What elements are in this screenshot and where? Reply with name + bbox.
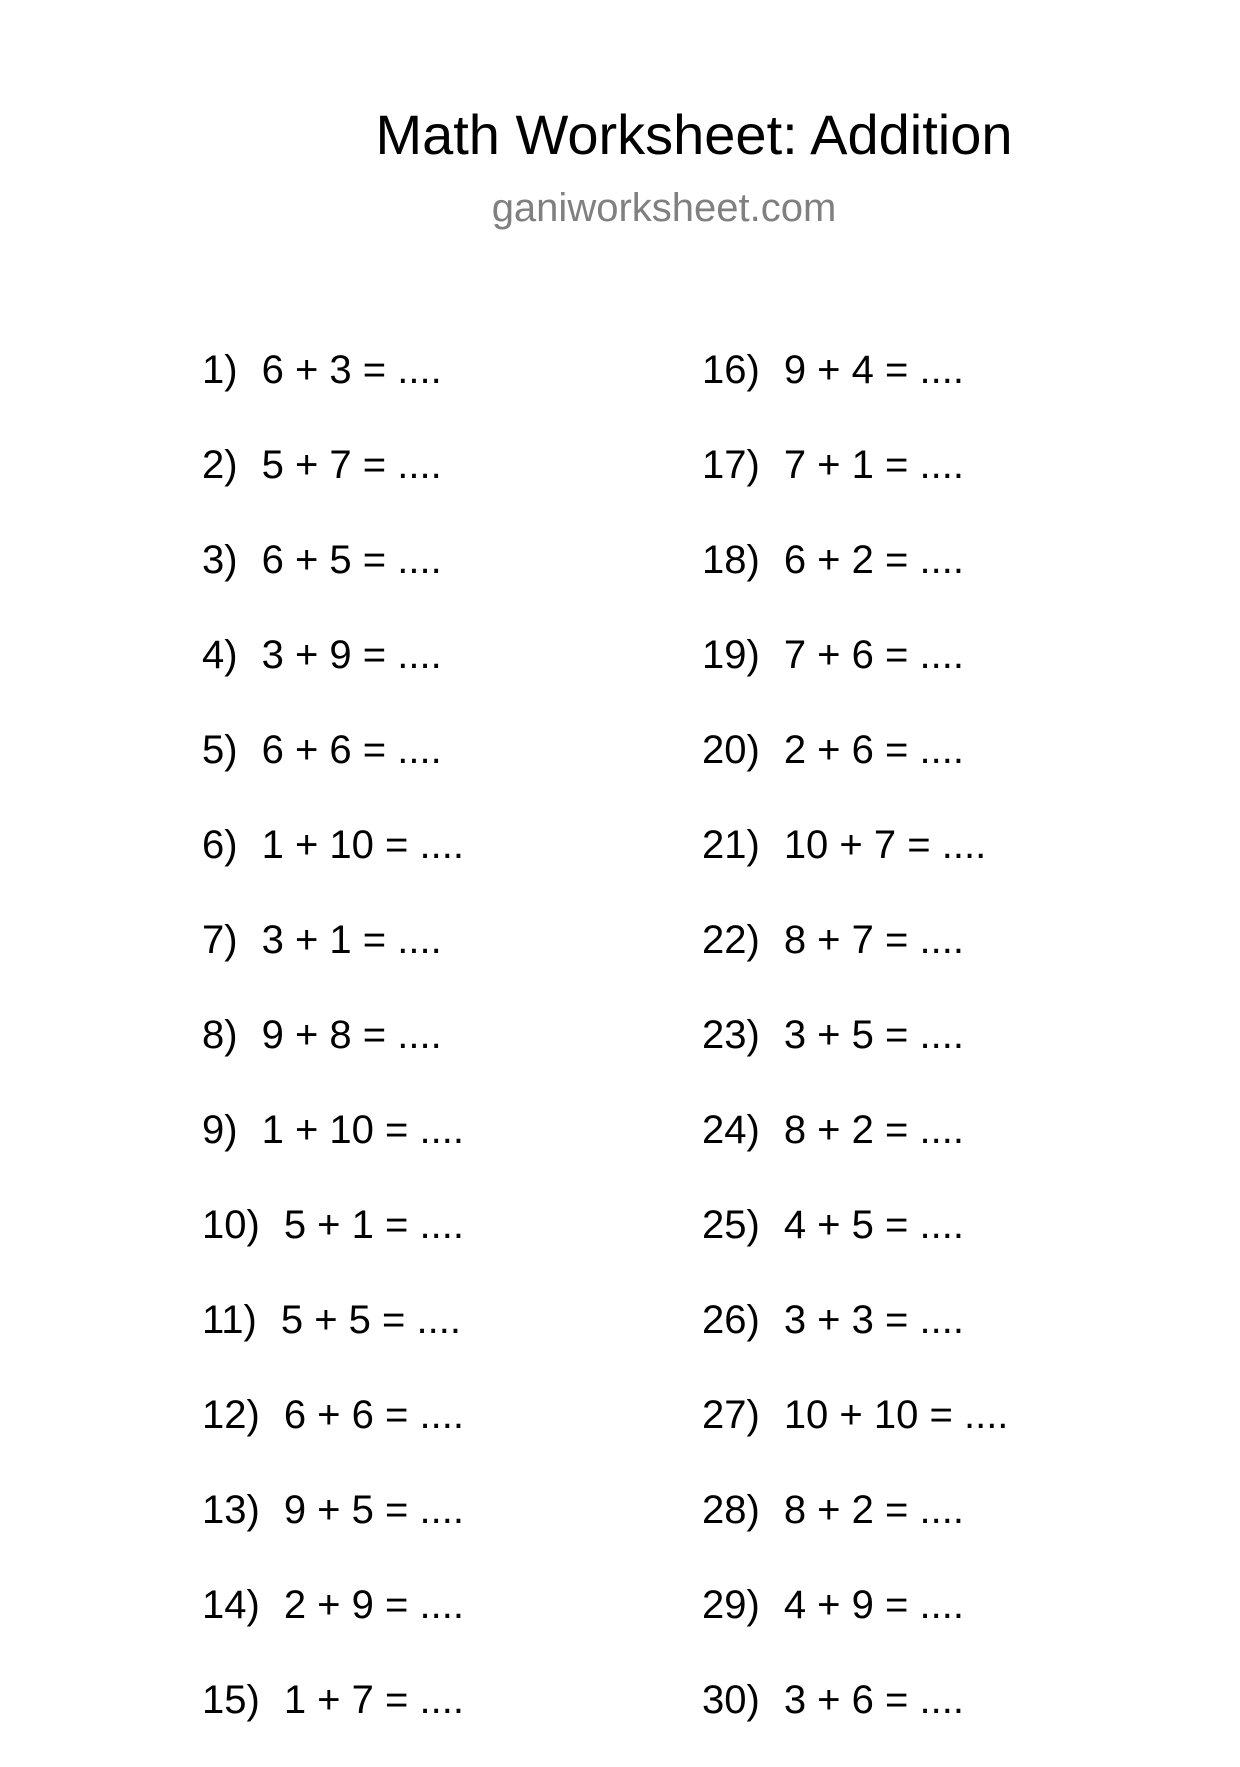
- problem-expression: 8 + 2 = ....: [783, 1488, 964, 1532]
- problem-number: 13): [202, 1488, 260, 1532]
- problem-number: 27): [702, 1393, 760, 1437]
- problem-expression: 10 + 7 = ....: [783, 823, 987, 867]
- problem-expression: 2 + 6 = ....: [783, 728, 964, 772]
- problem-item: [702, 1007, 1008, 1102]
- problem-expression: 6 + 2 = ....: [783, 538, 964, 582]
- problem-number: 10): [202, 1203, 260, 1247]
- problem-item: [202, 1387, 464, 1482]
- problem-item: [202, 1007, 464, 1102]
- problem-item: [202, 912, 464, 1007]
- problem-expression: 3 + 1 = ....: [261, 918, 442, 962]
- problem-number: 23): [702, 1013, 760, 1057]
- problem-expression: 6 + 6 = ....: [283, 1393, 464, 1437]
- problem-number: 21): [702, 823, 760, 867]
- problem-number: 12): [202, 1393, 260, 1437]
- problem-expression: 6 + 5 = ....: [261, 538, 442, 582]
- website-label: ganiworksheet.com: [491, 186, 837, 230]
- problem-item: [702, 817, 1008, 912]
- problem-number: 16): [702, 348, 760, 392]
- problem-item: [702, 1672, 1008, 1767]
- problem-item: [202, 1482, 464, 1577]
- problem-number: 30): [702, 1678, 760, 1722]
- problem-number: 6): [202, 823, 238, 867]
- problem-item: [702, 1292, 1008, 1387]
- problem-item: [702, 1102, 1008, 1197]
- problem-expression: 2 + 9 = ....: [283, 1583, 464, 1627]
- problem-expression: 8 + 7 = ....: [783, 918, 964, 962]
- problem-expression: 6 + 6 = ....: [261, 728, 442, 772]
- problem-expression: 7 + 6 = ....: [783, 633, 964, 677]
- problem-item: [202, 722, 464, 817]
- problem-number: 8): [202, 1013, 238, 1057]
- problem-number: 15): [202, 1678, 260, 1722]
- problem-expression: 5 + 7 = ....: [261, 443, 442, 487]
- problem-item: [702, 1197, 1008, 1292]
- problem-number: 5): [202, 728, 238, 772]
- problem-number: 29): [702, 1583, 760, 1627]
- problem-item: [202, 1292, 464, 1387]
- worksheet-title: Math Worksheet: Addition: [375, 103, 1013, 166]
- problem-number: 4): [202, 633, 238, 677]
- problem-expression: 1 + 10 = ....: [261, 823, 464, 867]
- problem-number: 26): [702, 1298, 760, 1342]
- problem-number: 20): [702, 728, 760, 772]
- problem-item: [702, 1482, 1008, 1577]
- problem-number: 18): [702, 538, 760, 582]
- problem-number: 28): [702, 1488, 760, 1532]
- problem-item: [702, 1387, 1008, 1482]
- problem-item: [202, 1672, 464, 1767]
- problem-expression: 5 + 1 = ....: [283, 1203, 464, 1247]
- problem-number: 1): [202, 348, 238, 392]
- problem-expression: 3 + 6 = ....: [783, 1678, 964, 1722]
- problem-item: [202, 1197, 464, 1292]
- problem-number: 7): [202, 918, 238, 962]
- problem-number: 22): [702, 918, 760, 962]
- problem-expression: 3 + 5 = ....: [783, 1013, 964, 1057]
- problem-expression: 3 + 9 = ....: [261, 633, 442, 677]
- problem-item: [202, 342, 464, 437]
- problems-column-left: [202, 342, 464, 1767]
- problem-item: [202, 1577, 464, 1672]
- problem-expression: 9 + 4 = ....: [783, 348, 964, 392]
- problem-expression: 3 + 3 = ....: [783, 1298, 964, 1342]
- problem-item: [202, 627, 464, 722]
- problem-number: 25): [702, 1203, 760, 1247]
- problem-item: [702, 912, 1008, 1007]
- problem-expression: 8 + 2 = ....: [783, 1108, 964, 1152]
- problem-expression: 7 + 1 = ....: [783, 443, 964, 487]
- problem-number: 3): [202, 538, 238, 582]
- problem-item: [702, 342, 1008, 437]
- problem-expression: 5 + 5 = ....: [280, 1298, 461, 1342]
- problem-number: 19): [702, 633, 760, 677]
- problem-item: [202, 1102, 464, 1197]
- problem-expression: 1 + 10 = ....: [261, 1108, 464, 1152]
- problem-item: [702, 532, 1008, 627]
- problem-item: [702, 1577, 1008, 1672]
- problem-expression: 9 + 5 = ....: [283, 1488, 464, 1532]
- problem-expression: 9 + 8 = ....: [261, 1013, 442, 1057]
- problem-number: 11): [202, 1298, 257, 1342]
- problems-column-right: [702, 342, 1008, 1767]
- problem-number: 14): [202, 1583, 260, 1627]
- problem-number: 9): [202, 1108, 238, 1152]
- problem-item: [702, 627, 1008, 722]
- problem-expression: 10 + 10 = ....: [783, 1393, 1009, 1437]
- problem-item: [202, 437, 464, 532]
- problem-expression: 1 + 7 = ....: [283, 1678, 464, 1722]
- problem-expression: 4 + 9 = ....: [783, 1583, 964, 1627]
- problem-expression: 4 + 5 = ....: [783, 1203, 964, 1247]
- problem-number: 2): [202, 443, 238, 487]
- problem-expression: 6 + 3 = ....: [261, 348, 442, 392]
- problem-item: [702, 437, 1008, 532]
- problem-item: [702, 722, 1008, 817]
- problem-number: 17): [702, 443, 760, 487]
- problem-item: [202, 532, 464, 627]
- problem-item: [202, 817, 464, 912]
- problem-number: 24): [702, 1108, 760, 1152]
